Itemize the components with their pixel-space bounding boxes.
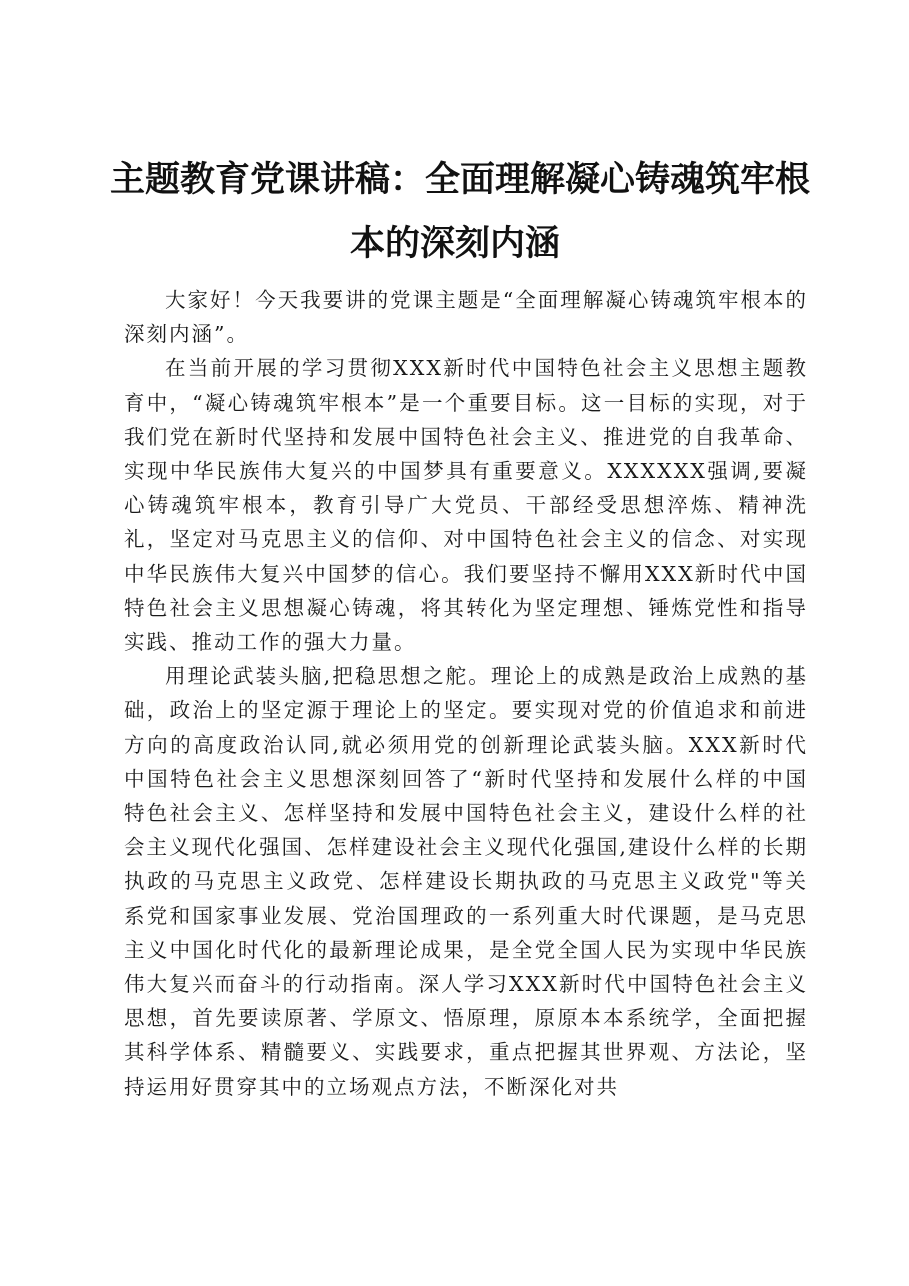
document-title-line-1: 主题教育党课讲稿：全面理解凝心铸魂筑牢根 [110,159,811,200]
paragraph-greeting: 大家好！今天我要讲的党课主题是“全面理解凝心铸魂筑牢根本的深刻内涵”。 [124,288,808,347]
paragraph-background: 在当前开展的学习贯彻XXX新时代中国特色社会主义思想主题教育中，“凝心铸魂筑牢根本”是一个重要目标。这一目标的实现，对于我们党在新时代坚持和发展中国特色社会主义、推进党的自我革命、实现中华民族伟大复兴的中国梦具有重要意义。XXXXXX强调,要凝心铸魂筑牢根本，教育引导广大党员、干部经受思想淬炼、精神洗礼，坚定对马克思主义的信仰、对中国特色社会主义的信念、对实现中华民族伟大复兴中国梦的信心。我们要坚持不懈用XXX新时代中国特色社会主义思想凝心铸魂，将其转化为坚定理想、锤炼党性和指导实践、推动工作的强大力量。 [124,356,808,655]
document-body [124,283,808,1104]
document-title [110,148,811,276]
document-title-line-2: 本的深刻内涵 [349,223,560,264]
paragraph-theory: 用理论武装头脑,把稳思想之舵。理论上的成熟是政治上成熟的基础，政治上的坚定源于理论上的坚定。要实现对党的价值追求和前进方向的高度政治认同,就必须用党的创新理论武装头脑。XXX新时代中国特色社会主义思想深刻回答了“新时代坚持和发展什么样的中国特色社会主义、怎样坚持和发展中国特色社会主义，建设什么样的社会主义现代化强国、怎样建设社会主义现代化强国,建设什么样的长期执政的马克思主义政党、怎样建设长期执政的马克思主义政党"等关系党和国家事业发展、党治国理政的一系列重大时代课题，是马克思主义中国化时代化的最新理论成果，是全党全国人民为实现中华民族伟大复兴而奋斗的行动指南。深人学习XXX新时代中国特色社会主义思想，首先要读原著、学原文、悟原理，原原本本系统学，全面把握其科学体系、精髓要义、实践要求，重点把握其世界观、方法论，坚持运用好贯穿其中的立场观点方法，不断深化对共 [124,664,808,1099]
